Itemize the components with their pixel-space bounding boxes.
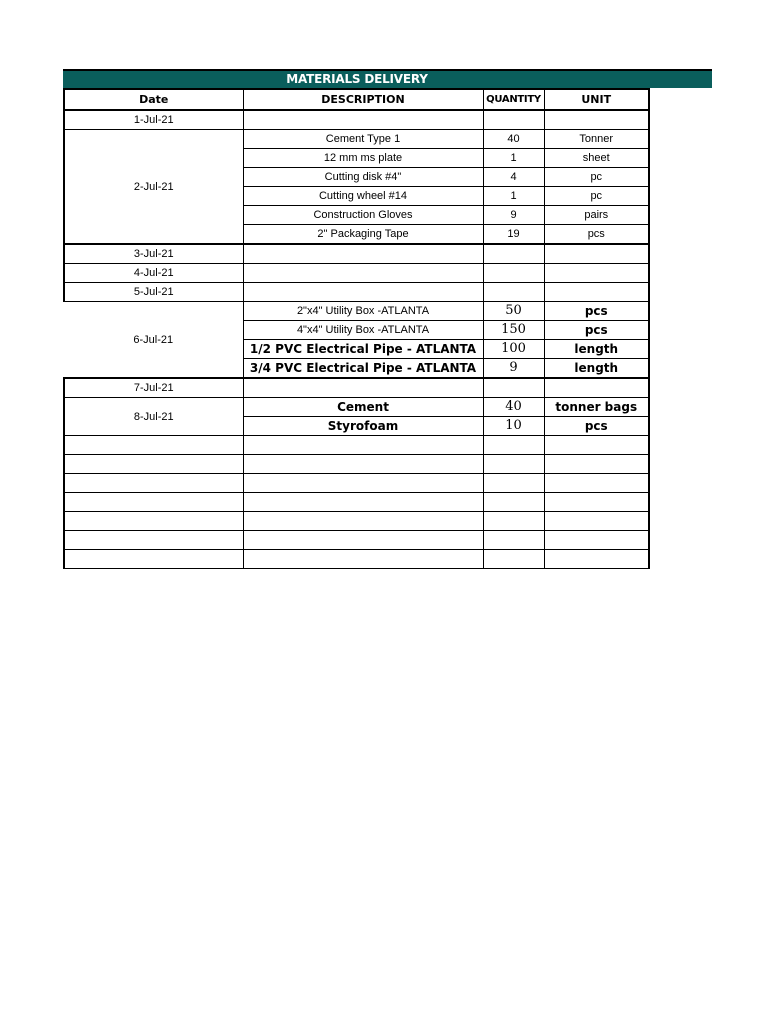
unit-cell: pc	[544, 168, 649, 187]
empty-cell	[64, 455, 243, 474]
quantity-cell: 4	[483, 168, 544, 187]
empty-cell	[483, 512, 544, 531]
description-cell: 2" Packaging Tape	[243, 225, 483, 245]
quantity-cell: 1	[483, 187, 544, 206]
date-cell: 4-Jul-21	[64, 264, 243, 283]
unit-cell: length	[544, 340, 649, 359]
table-row	[64, 283, 649, 302]
quantity-cell	[483, 264, 544, 283]
table-row	[64, 264, 649, 283]
unit-cell: length	[544, 359, 649, 379]
table-row	[64, 398, 649, 417]
date-cell: 3-Jul-21	[64, 244, 243, 264]
date-cell: 6-Jul-21	[64, 302, 243, 379]
quantity-cell	[483, 378, 544, 398]
description-cell: Construction Gloves	[243, 206, 483, 225]
empty-cell	[243, 493, 483, 512]
empty-cell	[243, 531, 483, 550]
unit-cell	[544, 264, 649, 283]
empty-cell	[64, 550, 243, 569]
empty-cell	[544, 455, 649, 474]
description-cell	[243, 264, 483, 283]
empty-cell	[544, 493, 649, 512]
quantity-cell: 19	[483, 225, 544, 245]
empty-cell	[243, 550, 483, 569]
unit-cell: pc	[544, 187, 649, 206]
description-cell: Cutting disk #4"	[243, 168, 483, 187]
description-cell: 12 mm ms plate	[243, 149, 483, 168]
empty-cell	[483, 474, 544, 493]
unit-cell: pcs	[544, 321, 649, 340]
empty-cell	[64, 512, 243, 531]
description-cell: 1/2 PVC Electrical Pipe - ATLANTA	[243, 340, 483, 359]
description-cell: Cutting wheel #14	[243, 187, 483, 206]
quantity-cell: 1	[483, 149, 544, 168]
sheet-title: MATERIALS DELIVERY	[286, 72, 428, 86]
empty-cell	[483, 455, 544, 474]
description-cell	[243, 283, 483, 302]
empty-cell	[64, 474, 243, 493]
unit-cell	[544, 283, 649, 302]
date-cell: 5-Jul-21	[64, 283, 243, 302]
quantity-cell: 150	[483, 321, 544, 340]
unit-cell: tonner bags	[544, 398, 649, 417]
date-cell: 8-Jul-21	[64, 398, 243, 436]
empty-cell	[544, 531, 649, 550]
empty-cell	[64, 436, 243, 455]
header-row	[64, 89, 649, 110]
empty-row	[64, 531, 649, 550]
header-description: DESCRIPTION	[243, 89, 483, 110]
unit-cell: pcs	[544, 225, 649, 245]
description-cell	[243, 110, 483, 130]
description-cell: 3/4 PVC Electrical Pipe - ATLANTA	[243, 359, 483, 379]
empty-row	[64, 436, 649, 455]
description-cell: Cement Type 1	[243, 130, 483, 149]
quantity-cell: 50	[483, 302, 544, 321]
quantity-cell: 40	[483, 130, 544, 149]
materials-delivery-table	[63, 88, 650, 569]
empty-cell	[483, 531, 544, 550]
unit-cell	[544, 378, 649, 398]
date-cell: 7-Jul-21	[64, 378, 243, 398]
header-date: Date	[64, 89, 243, 110]
unit-cell	[544, 244, 649, 264]
unit-cell: Tonner	[544, 130, 649, 149]
empty-cell	[483, 436, 544, 455]
empty-cell	[243, 474, 483, 493]
description-cell	[243, 378, 483, 398]
description-cell	[243, 244, 483, 264]
table-row	[64, 244, 649, 264]
description-cell: 2"x4" Utility Box -ATLANTA	[243, 302, 483, 321]
empty-row	[64, 512, 649, 531]
empty-cell	[544, 436, 649, 455]
quantity-cell: 40	[483, 398, 544, 417]
empty-cell	[544, 512, 649, 531]
table-row	[64, 378, 649, 398]
quantity-cell: 100	[483, 340, 544, 359]
empty-cell	[64, 493, 243, 512]
date-cell: 2-Jul-21	[64, 130, 243, 245]
empty-cell	[243, 455, 483, 474]
unit-cell	[544, 110, 649, 130]
quantity-cell: 9	[483, 359, 544, 379]
empty-cell	[64, 531, 243, 550]
empty-row	[64, 455, 649, 474]
quantity-cell: 9	[483, 206, 544, 225]
empty-cell	[243, 512, 483, 531]
empty-cell	[483, 493, 544, 512]
header-quantity: QUANTITY	[483, 89, 544, 110]
unit-cell: pairs	[544, 206, 649, 225]
unit-cell: pcs	[544, 302, 649, 321]
empty-row	[64, 474, 649, 493]
description-cell: 4"x4" Utility Box -ATLANTA	[243, 321, 483, 340]
table-row	[64, 130, 649, 149]
table-row	[64, 110, 649, 130]
description-cell: Cement	[243, 398, 483, 417]
quantity-cell: 10	[483, 417, 544, 436]
empty-cell	[243, 436, 483, 455]
quantity-cell	[483, 283, 544, 302]
quantity-cell	[483, 110, 544, 130]
empty-cell	[544, 474, 649, 493]
header-unit: UNIT	[544, 89, 649, 110]
empty-row	[64, 550, 649, 569]
empty-row	[64, 493, 649, 512]
unit-cell: pcs	[544, 417, 649, 436]
unit-cell: sheet	[544, 149, 649, 168]
empty-cell	[483, 550, 544, 569]
empty-cell	[544, 550, 649, 569]
date-cell: 1-Jul-21	[64, 110, 243, 130]
description-cell: Styrofoam	[243, 417, 483, 436]
table-row	[64, 302, 649, 321]
quantity-cell	[483, 244, 544, 264]
